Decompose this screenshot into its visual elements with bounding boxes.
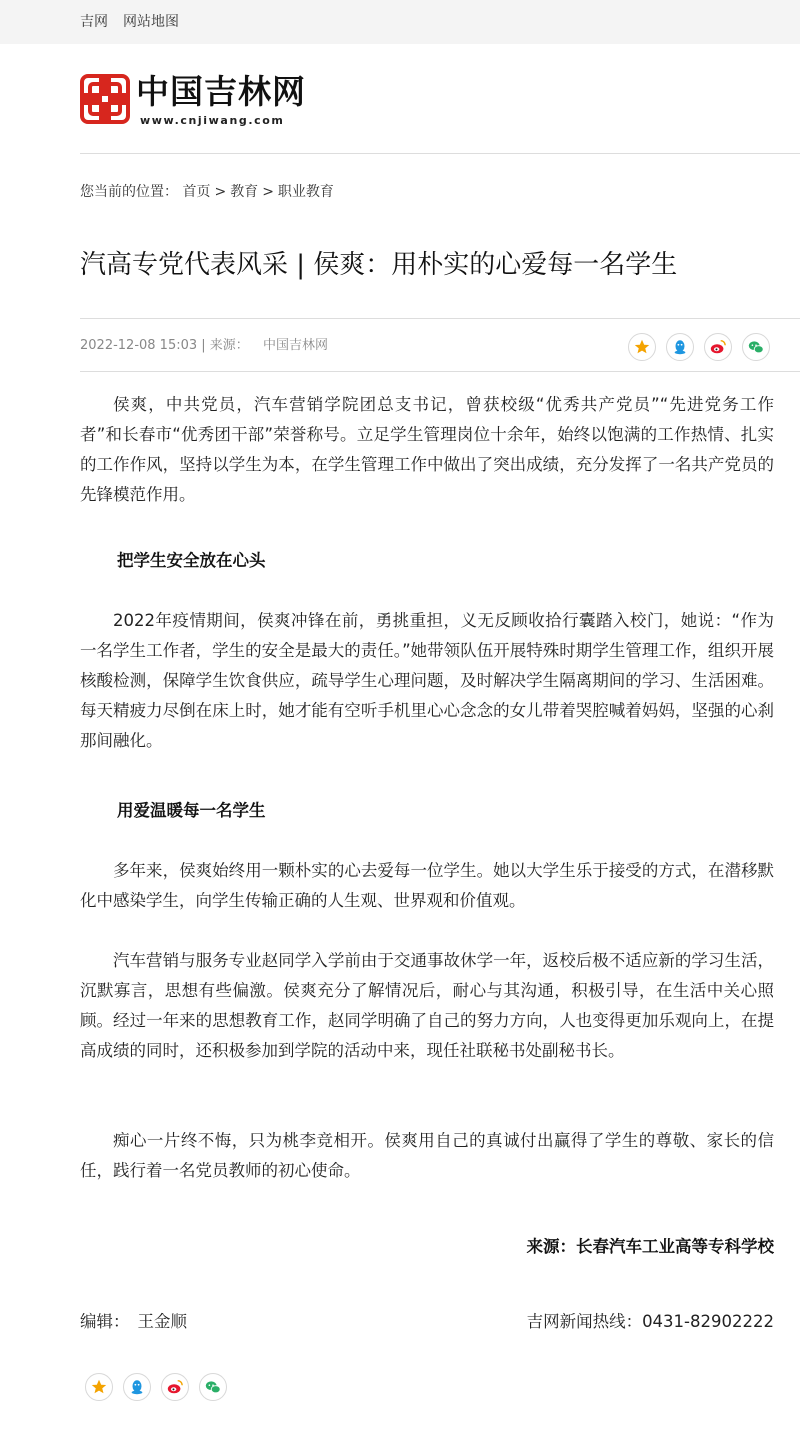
breadcrumb-separator: >	[214, 184, 227, 200]
qq-penguin-icon	[671, 338, 689, 356]
wechat-icon	[747, 338, 765, 356]
weibo-icon	[709, 338, 727, 356]
share-qzone-button[interactable]	[85, 1373, 113, 1401]
share-wechat-button[interactable]	[742, 333, 770, 361]
breadcrumb-education[interactable]: 教育	[230, 184, 259, 200]
breadcrumb-separator: >	[262, 184, 274, 200]
sitemap-link[interactable]: 网站地图	[123, 14, 179, 30]
article-title: 汽高专党代表风采 | 侯爽：用朴实的心爱每一名学生	[80, 250, 678, 280]
article-subheading: 把学生安全放在心头	[117, 551, 266, 570]
article-paragraph: 痴心一片终不悔，只为桃李竞相开。侯爽用自己的真诚付出赢得了学生的尊敬、家长的信任，践行着一名党员教师的初心使命。	[80, 1131, 774, 1180]
qzone-star-icon	[633, 338, 651, 356]
share-bar-bottom	[85, 1373, 227, 1401]
share-bar-top	[628, 333, 770, 361]
editor-line	[80, 1307, 187, 1337]
wechat-icon	[204, 1378, 222, 1396]
editor-label: 编辑：	[80, 1312, 130, 1331]
editor-name: 王金顺	[137, 1312, 187, 1331]
article-paragraph: 2022年疫情期间，侯爽冲锋在前，勇挑重担，义无反顾收拾行囊踏入校门，她说：“作为一名学生工作者，学生的安全是最大的责任。”她带领队伍开展特殊时期学生管理工作，组织开展核酸检测，保障学生饮食供应，疏导学生心理问题，及时解决学生隔离期间的学习、生活困难。每天精疲力尽倒在床上时，她才能有空听手机里心心念念的女儿带着哭腔喊着妈妈，坚强的心刹那间融化。	[80, 611, 774, 750]
breadcrumb-prefix: 您当前的位置：	[80, 184, 178, 200]
top-bar	[0, 0, 800, 44]
site-logo[interactable]	[80, 68, 320, 130]
breadcrumb	[80, 183, 334, 201]
share-wechat-button[interactable]	[199, 1373, 227, 1401]
share-weibo-button[interactable]	[704, 333, 732, 361]
news-hotline: 吉网新闻热线：0431-82902222	[526, 1312, 774, 1331]
meta-divider	[80, 371, 800, 372]
publish-datetime: 2022-12-08 15:03	[80, 338, 198, 353]
source-label: | 来源：	[201, 338, 249, 353]
qzone-star-icon	[90, 1378, 108, 1396]
breadcrumb-vocational[interactable]: 职业教育	[277, 184, 334, 200]
article-subheading: 用爱温暖每一名学生	[117, 801, 266, 820]
article-paragraph: 多年来，侯爽始终用一颗朴实的心去爱每一位学生。她以大学生乐于接受的方式，在潜移默化中感染学生，向学生传输正确的人生观、世界观和价值观。	[80, 861, 774, 910]
share-qq-button[interactable]	[666, 333, 694, 361]
share-qzone-button[interactable]	[628, 333, 656, 361]
header-divider	[80, 153, 800, 154]
article-paragraph: 汽车营销与服务专业赵同学入学前由于交通事故休学一年，返校后极不适应新的学习生活，沉默寡言，思想有些偏激。侯爽充分了解情况后，耐心与其沟通，积极引导，在生活中关心照顾。经过一年来的思想教育工作，赵同学明确了自己的努力方向，人也变得更加乐观向上，在提高成绩的同时，还积极参加到学院的活动中来，现任社联秘书处副秘书长。	[80, 951, 774, 1060]
logo-emblem-icon	[80, 74, 130, 124]
article-footer-source: 来源：长春汽车工业高等专科学校	[526, 1237, 774, 1256]
share-qq-button[interactable]	[123, 1373, 151, 1401]
logo-text: 中国吉林网	[136, 72, 306, 111]
logo-url: www.cnjiwang.com	[140, 114, 285, 127]
title-divider	[80, 318, 800, 319]
weibo-icon	[166, 1378, 184, 1396]
article-paragraph: 侯爽，中共党员，汽车营销学院团总支书记，曾获校级“优秀共产党员”“先进党务工作者”和长春市“优秀团干部”荣誉称号。立足学生管理岗位十余年，始终以饱满的工作热情、扎实的工作作风，坚持以学生为本，在学生管理工作中做出了突出成绩，充分发挥了一名共产党员的先锋模范作用。	[80, 395, 774, 504]
home-link[interactable]: 吉网	[80, 14, 108, 30]
share-weibo-button[interactable]	[161, 1373, 189, 1401]
qq-penguin-icon	[128, 1378, 146, 1396]
source-name: 中国吉林网	[262, 338, 328, 353]
article-meta	[80, 337, 328, 355]
breadcrumb-home[interactable]: 首页	[182, 184, 211, 200]
